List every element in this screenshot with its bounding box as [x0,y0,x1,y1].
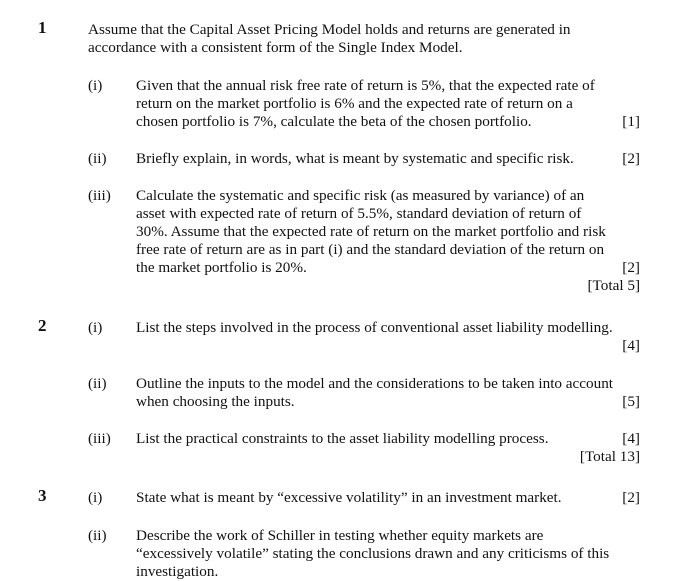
question-1-intro [88,21,608,57]
q3-part-ii-label: (ii) [88,527,107,544]
part-line: List the steps involved in the process of conventional asset liability modelling. [136,319,613,336]
q1-total: [Total 5] [587,277,640,294]
q3-part-i-mark: [2] [622,489,640,506]
q2-part-iii-label: (iii) [88,430,111,447]
q1-part-ii-mark: [2] [622,150,640,167]
q2-total: [Total 13] [579,448,640,465]
question-3-number: 3 [38,486,47,505]
intro-line: accordance with a consistent form of the Single Index Model. [88,39,463,56]
q1-part-i-text [136,77,595,131]
part-line: when choosing the inputs. [136,393,295,410]
question-2-number: 2 [38,316,47,335]
q3-part-ii-text [136,527,609,581]
q1-part-ii-text [136,150,574,168]
q2-part-i-text [136,319,613,337]
part-line: 30%. Assume that the expected rate of return on the market portfolio and risk [136,223,606,240]
q1-part-ii-label: (ii) [88,150,107,167]
q3-part-i-label: (i) [88,489,103,506]
part-line: “excessively volatile” stating the conclusions drawn and any criticisms of this [136,545,610,562]
part-line: Given that the annual risk free rate of return is 5%, that the expected rate of [136,77,595,94]
intro-line: Assume that the Capital Asset Pricing Model holds and returns are generated in [88,21,571,38]
part-line: Outline the inputs to the model and the considerations to be taken into account [136,375,614,392]
part-line: investigation. [136,563,219,580]
part-line: Describe the work of Schiller in testing whether equity markets are [136,527,544,544]
q2-part-iii-mark: [4] [622,430,640,447]
part-line: return on the market portfolio is 6% and the expected rate of return on a [136,95,573,112]
part-line: List the practical constraints to the asset liability modelling process. [136,430,549,447]
q3-part-i-text [136,489,562,507]
q1-part-iii-label: (iii) [88,187,111,204]
part-line: Briefly explain, in words, what is meant by systematic and specific risk. [136,150,574,167]
part-line: the market portfolio is 20%. [136,259,307,276]
part-line: chosen portfolio is 7%, calculate the beta of the chosen portfolio. [136,113,532,130]
q2-part-i-mark: [4] [622,337,640,354]
q1-part-i-mark: [1] [622,113,640,130]
q1-part-iii-mark: [2] [622,259,640,276]
q2-part-i-label: (i) [88,319,103,336]
question-1-number: 1 [38,18,47,37]
part-line: State what is meant by “excessive volatility” in an investment market. [136,489,562,506]
part-line: Calculate the systematic and specific risk (as measured by variance) of an [136,187,585,204]
part-line: free rate of return are as in part (i) and the standard deviation of the return on [136,241,605,258]
part-line: asset with expected rate of return of 5.5%, standard deviation of return of [136,205,582,222]
q1-part-iii-text [136,187,606,277]
q2-part-ii-text [136,375,613,411]
q2-part-ii-mark: [5] [622,393,640,410]
q2-part-iii-text [136,430,549,448]
q2-part-ii-label: (ii) [88,375,107,392]
q1-part-i-label: (i) [88,77,103,94]
